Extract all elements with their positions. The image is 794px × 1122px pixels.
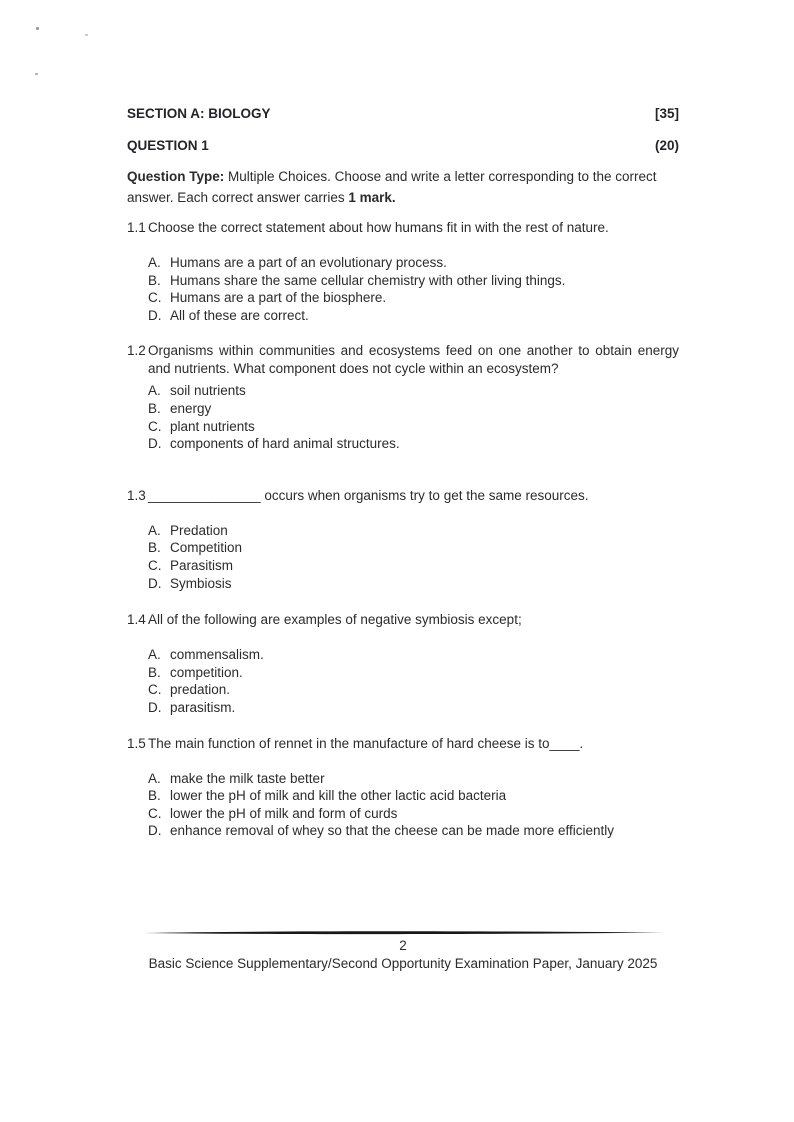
option-a — [127, 254, 679, 272]
option-a — [127, 770, 679, 788]
question-1-5 — [127, 735, 679, 840]
question-1-4 — [127, 611, 679, 716]
scan-artifact-speck — [85, 34, 88, 36]
question-body: Organisms within communities and ecosystems feed on one another to obtain energy and nutrients. What component does not cycle within an ecosystem? — [148, 343, 679, 377]
options-list — [127, 522, 679, 592]
option-c — [127, 289, 679, 307]
option-a — [127, 522, 679, 540]
option-text: Competition — [170, 540, 243, 556]
options-list — [127, 770, 679, 840]
option-d — [127, 575, 679, 593]
option-letter: D. — [148, 575, 162, 591]
question-header-row — [127, 139, 679, 153]
option-text: energy — [170, 400, 212, 416]
option-text: parasitism. — [170, 699, 236, 715]
option-letter: A. — [148, 522, 161, 538]
question-text — [127, 219, 679, 237]
question-number: 1.5 — [127, 735, 146, 751]
scan-artifact-speck — [36, 27, 39, 30]
instructions-body: Multiple Choices. Choose and write a letter corresponding to the correct answer. Each correct answer carries — [127, 169, 657, 205]
option-d — [127, 307, 679, 325]
question-number: 1.3 — [127, 487, 146, 503]
option-letter: B. — [148, 272, 161, 288]
option-c — [127, 557, 679, 575]
option-c — [127, 805, 679, 823]
option-b — [127, 539, 679, 557]
page-number: 2 — [399, 938, 407, 953]
question-number: 1.1 — [127, 220, 146, 235]
option-b — [127, 272, 679, 290]
question-text — [127, 487, 679, 505]
option-letter: A. — [148, 255, 161, 270]
question-heading: QUESTION 1 — [127, 138, 209, 153]
option-letter: B. — [148, 664, 161, 680]
question-1-3 — [127, 487, 679, 592]
footer-divider-line — [141, 930, 666, 936]
question-body: Choose the correct statement about how humans fit in with the rest of nature. — [148, 220, 609, 235]
option-letter: A. — [148, 383, 161, 399]
option-letter: C. — [148, 418, 162, 434]
option-letter: B. — [148, 400, 161, 416]
scan-artifact-speck — [35, 73, 38, 75]
option-text: enhance removal of whey so that the cheese can be made more efficiently — [170, 823, 615, 839]
option-a — [127, 382, 679, 400]
question-body: _______________ occurs when organisms try to get the same resources. — [148, 487, 589, 503]
option-letter: C. — [148, 805, 162, 821]
option-letter: C. — [148, 290, 162, 306]
option-letter: D. — [148, 823, 162, 839]
option-text: commensalism. — [170, 647, 264, 663]
option-letter: B. — [148, 540, 161, 556]
option-text: All of these are correct. — [170, 307, 309, 323]
question-text — [127, 735, 679, 753]
instructions-label: Question Type: — [127, 169, 225, 184]
instructions-emphasis: 1 mark. — [348, 190, 396, 205]
option-d — [127, 822, 679, 840]
option-text: soil nutrients — [170, 383, 246, 399]
section-marks: [35] — [654, 106, 679, 121]
option-text: lower the pH of milk and form of curds — [170, 805, 398, 821]
question-body: The main function of rennet in the manufacture of hard cheese is to____. — [148, 735, 584, 751]
options-list — [127, 254, 679, 324]
option-text: Humans are a part of an evolutionary process. — [170, 255, 447, 270]
option-d — [127, 435, 679, 453]
option-b — [127, 787, 679, 805]
option-letter: B. — [148, 788, 161, 804]
option-letter: D. — [148, 699, 162, 715]
option-letter: A. — [148, 770, 161, 786]
option-a — [127, 646, 679, 664]
question-text — [127, 611, 679, 629]
option-text: Humans share the same cellular chemistry with other living things. — [170, 272, 566, 288]
question-text — [127, 342, 679, 378]
option-d — [127, 699, 679, 717]
option-text: competition. — [170, 664, 243, 680]
option-b — [127, 400, 679, 418]
question-number: 1.2 — [127, 343, 146, 359]
footer-title: Basic Science Supplementary/Second Opportunity Examination Paper, January 2025 — [148, 956, 658, 971]
page-footer — [127, 930, 679, 973]
question-marks: (20) — [654, 138, 679, 153]
option-text: predation. — [170, 682, 231, 698]
option-text: Symbiosis — [170, 575, 232, 591]
option-b — [127, 664, 679, 682]
section-title: SECTION A: BIOLOGY — [127, 106, 271, 121]
option-letter: D. — [148, 436, 162, 452]
options-list — [127, 646, 679, 716]
question-1-2 — [127, 342, 679, 452]
option-text: Parasitism — [170, 557, 234, 573]
question-body: All of the following are examples of negative symbiosis except; — [148, 612, 522, 628]
section-header-row — [127, 107, 679, 121]
option-letter: A. — [148, 647, 161, 663]
options-list — [127, 382, 679, 452]
page-content — [127, 107, 679, 840]
option-text: plant nutrients — [170, 418, 255, 434]
question-type-instructions — [127, 166, 679, 208]
question-1-1 — [127, 219, 679, 324]
question-number: 1.4 — [127, 612, 146, 628]
option-text: Humans are a part of the biosphere. — [170, 290, 387, 306]
option-text: make the milk taste better — [170, 770, 325, 786]
option-letter: D. — [148, 307, 162, 323]
option-text: lower the pH of milk and kill the other lactic acid bacteria — [170, 788, 507, 804]
option-text: components of hard animal structures. — [170, 436, 400, 452]
option-c — [127, 418, 679, 436]
option-c — [127, 681, 679, 699]
option-letter: C. — [148, 557, 162, 573]
option-letter: C. — [148, 682, 162, 698]
option-text: Predation — [170, 522, 228, 538]
